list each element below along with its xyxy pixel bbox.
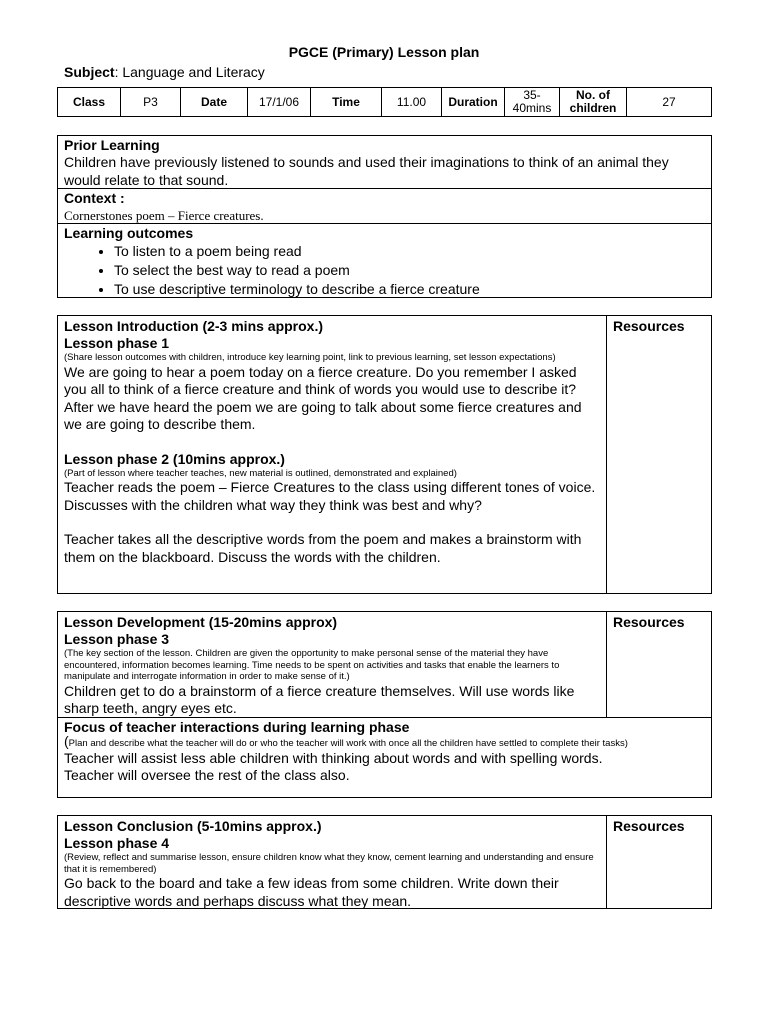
date-value: 17/1/06 xyxy=(248,88,311,117)
list-item: • To select the best way to read a poem xyxy=(114,261,705,280)
lesson-phase-2-text-1: Teacher reads the poem – Fierce Creatures to the class using different tones of voice. xyxy=(64,479,596,495)
document-title: PGCE (Primary) Lesson plan xyxy=(288,44,480,60)
list-item: • To listen to a poem being read xyxy=(114,242,705,261)
class-label: Class xyxy=(58,88,121,117)
date-label: Date xyxy=(181,88,248,117)
teacher-focus-section xyxy=(58,718,711,786)
lesson-phase-3-note: (The key section of the lesson. Children are given the opportunity to make personal sense of the material they have encountered, information becomes learning. Time needs to be spent on activities and tasks that enable the learners to manipulate and interrogate information in order to make sense of it.) xyxy=(64,648,560,682)
context-heading: Context : xyxy=(64,190,125,206)
prior-learning-box xyxy=(57,135,712,298)
lesson-phase-2-heading: Lesson phase 2 (10mins approx.) xyxy=(64,450,285,467)
duration-value: 35-40mins xyxy=(505,88,560,117)
subject-label: Subject xyxy=(64,64,115,80)
teacher-focus-note: (Plan and describe what the teacher will do or who the teacher will work with once all the children have settled to complete their tasks) xyxy=(64,733,628,749)
children-value: 27 xyxy=(627,88,712,117)
lesson-phase-4-text: Go back to the board and take a few ideas from some children. Write down their descriptive words and perhaps discuss what they mean. xyxy=(64,875,559,909)
list-item: • To use descriptive terminology to describe a fierce creature xyxy=(114,280,705,299)
lesson-phase-1-text: We are going to hear a poem today on a fierce creature. Do you remember I asked you all to think of a fierce creature and think of words you would use to describe it? After we have heard the poem we are going to talk about some fierce creatures and we are going to describe them. xyxy=(64,363,582,432)
lesson-phase-2-note: (Part of lesson where teacher teaches, new material is outlined, demonstrated and explained) xyxy=(64,467,457,479)
class-value: P3 xyxy=(121,88,181,117)
prior-learning-text: Children have previously listened to sounds and used their imaginations to think of an animal they would relate to that sound. xyxy=(64,154,669,188)
lesson-phase-4-heading: Lesson phase 4 xyxy=(64,835,170,851)
lesson-phase-2-text-2: Discusses with the children what way they think was best and why? xyxy=(64,496,482,513)
subject-line xyxy=(64,64,265,80)
lesson-info-table xyxy=(57,87,712,117)
lesson-development-main xyxy=(58,612,607,717)
context-section xyxy=(58,189,711,224)
lesson-phase-1-heading: Lesson phase 1 xyxy=(64,335,170,351)
lesson-conclusion-heading: Lesson Conclusion (5-10mins approx.) xyxy=(64,818,322,834)
children-label: No. of children xyxy=(560,88,627,117)
learning-outcomes-section xyxy=(58,224,711,301)
learning-outcomes-list xyxy=(64,242,705,299)
lesson-phase-4-note: (Review, reflect and summarise lesson, ensure children know what they know, cement learning and understanding and ensure that it is remembered) xyxy=(64,852,594,875)
lesson-introduction-heading: Lesson Introduction (2-3 mins approx.) xyxy=(64,318,324,334)
resources-heading: Resources xyxy=(613,318,685,334)
lesson-conclusion-main xyxy=(58,816,607,908)
lesson-development-top xyxy=(58,612,711,718)
teacher-focus-text-1: Teacher will assist less able children with thinking about words and with spelling words. xyxy=(64,749,603,766)
resources-heading: Resources xyxy=(613,614,685,630)
lesson-phase-2-text-3: Teacher takes all the descriptive words from the poem and makes a brainstorm with them on the blackboard. Discuss the words with the children. xyxy=(64,531,582,565)
prior-learning-section xyxy=(58,136,711,189)
time-value: 11.00 xyxy=(382,88,442,117)
lesson-introduction-main xyxy=(58,316,607,593)
prior-learning-heading: Prior Learning xyxy=(64,137,160,153)
lesson-development-box xyxy=(57,611,712,798)
learning-outcomes-heading: Learning outcomes xyxy=(64,225,194,241)
time-label: Time xyxy=(311,88,382,117)
lesson-introduction-box xyxy=(57,315,712,594)
teacher-focus-text-2: Teacher will oversee the rest of the class also. xyxy=(64,767,350,783)
lesson-phase-3-heading: Lesson phase 3 xyxy=(64,631,170,647)
context-text: Cornerstones poem – Fierce creatures. xyxy=(64,208,264,223)
lesson-phase-1-note: (Share lesson outcomes with children, introduce key learning point, link to previous learning, set lesson expectations) xyxy=(64,352,556,363)
lesson-conclusion-box xyxy=(57,815,712,909)
resources-heading: Resources xyxy=(613,818,685,834)
lesson-development-heading: Lesson Development (15-20mins approx) xyxy=(64,614,338,630)
teacher-focus-heading: Focus of teacher interactions during learning phase xyxy=(64,719,410,735)
duration-label: Duration xyxy=(442,88,505,117)
teacher-focus-note-text: Plan and describe what the teacher will do or who the teacher will work with once all the children have settled to complete their tasks) xyxy=(68,738,628,749)
subject-value: : Language and Literacy xyxy=(114,64,265,80)
lesson-phase-3-text: Children get to do a brainstorm of a fierce creature themselves. Will use words like sharp teeth, angry eyes etc. xyxy=(64,682,575,716)
